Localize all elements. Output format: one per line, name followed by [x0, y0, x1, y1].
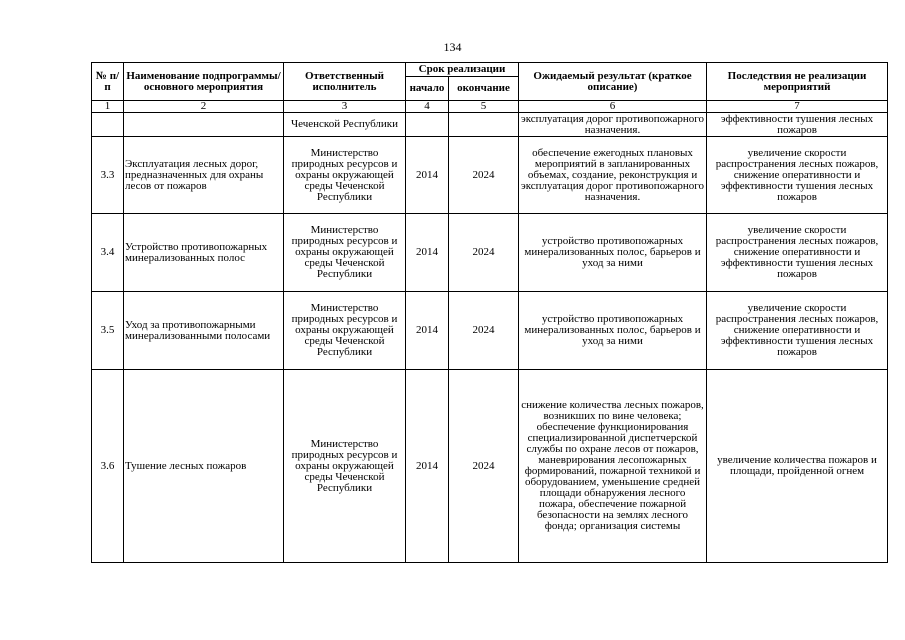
row-result: устройство противопожарных минерализованных полос, барьеров и уход за ними: [519, 214, 707, 292]
row-name: [124, 113, 284, 137]
row-name: Устройство противопожарных минерализованных полос: [124, 214, 284, 292]
row-result: эксплуатация дорог противопожарного назначения.: [519, 113, 707, 137]
row-consequences: увеличение скорости распространения лесных пожаров, снижение оперативности и эффективности тушения лесных пожаров: [707, 292, 888, 370]
row-result: снижение количества лесных пожаров, возникших по вине человека; обеспечение функционирования специализированной диспетчерской службы по охране лесов от пожаров, маневрирования лесопожарных формирований, пожарной техникой и оборудованием, уменьшение средней площади обнаружения лесного пожара, обеспечение пожарной безопасности на землях лесного фонда; организация системы: [519, 370, 707, 563]
row-consequences: увеличение количества пожаров и площади, пройденной огнем: [707, 370, 888, 563]
row-consequences: увеличение скорости распространения лесных пожаров, снижение оперативности и эффективности тушения лесных пожаров: [707, 137, 888, 214]
row-result: обеспечение ежегодных плановых мероприятий в запланированных объемах, создание, реконструкция и эксплуатация дорог противопожарного назначения.: [519, 137, 707, 214]
row-end: [449, 113, 519, 137]
row-start: 2014: [406, 370, 449, 563]
row-name: Эксплуатация лесных дорог, предназначенных для охраны лесов от пожаров: [124, 137, 284, 214]
row-end: 2024: [449, 292, 519, 370]
header-start: начало: [406, 77, 449, 101]
table-row: [92, 113, 888, 137]
column-number: 2: [124, 101, 284, 113]
table-row: [92, 137, 888, 214]
row-executor: Министерство природных ресурсов и охраны окружающей среды Чеченской Республики: [284, 214, 406, 292]
row-executor: Министерство природных ресурсов и охраны окружающей среды Чеченской Республики: [284, 137, 406, 214]
row-start: [406, 113, 449, 137]
row-end: 2024: [449, 370, 519, 563]
table-row: [92, 214, 888, 292]
row-num: [92, 113, 124, 137]
row-result: устройство противопожарных минерализованных полос, барьеров и уход за ними: [519, 292, 707, 370]
row-consequences: увеличение скорости распространения лесных пожаров, снижение оперативности и эффективности тушения лесных пожаров: [707, 214, 888, 292]
page-number: 134: [443, 40, 462, 54]
column-number: 7: [707, 101, 888, 113]
column-number: 1: [92, 101, 124, 113]
header-period: Срок реализации: [406, 63, 519, 77]
row-num: 3.5: [92, 292, 124, 370]
row-executor: Министерство природных ресурсов и охраны окружающей среды Чеченской Республики: [284, 292, 406, 370]
row-name: Тушение лесных пожаров: [124, 370, 284, 563]
row-start: 2014: [406, 214, 449, 292]
row-executor: Чеченской Республики: [284, 113, 406, 137]
header-executor: Ответственный исполнитель: [284, 63, 406, 101]
header-name: Наименование подпрограммы/ основного мероприятия: [124, 63, 284, 101]
header-num: № п/п: [92, 63, 124, 101]
header-end: окончание: [449, 77, 519, 101]
table-row: [92, 370, 888, 563]
column-number: 6: [519, 101, 707, 113]
row-num: 3.3: [92, 137, 124, 214]
row-consequences: эффективности тушения лесных пожаров: [707, 113, 888, 137]
row-executor: Министерство природных ресурсов и охраны окружающей среды Чеченской Республики: [284, 370, 406, 563]
row-start: 2014: [406, 137, 449, 214]
program-table: [91, 62, 888, 563]
row-num: 3.4: [92, 214, 124, 292]
header-result: Ожидаемый результат (краткое описание): [519, 63, 707, 101]
row-num: 3.6: [92, 370, 124, 563]
column-number: 5: [449, 101, 519, 113]
row-end: 2024: [449, 137, 519, 214]
column-number: 4: [406, 101, 449, 113]
row-name: Уход за противопожарными минерализованными полосами: [124, 292, 284, 370]
header-consequences: Последствия не реализации мероприятий: [707, 63, 888, 101]
column-number: 3: [284, 101, 406, 113]
row-start: 2014: [406, 292, 449, 370]
table-row: [92, 292, 888, 370]
row-end: 2024: [449, 214, 519, 292]
